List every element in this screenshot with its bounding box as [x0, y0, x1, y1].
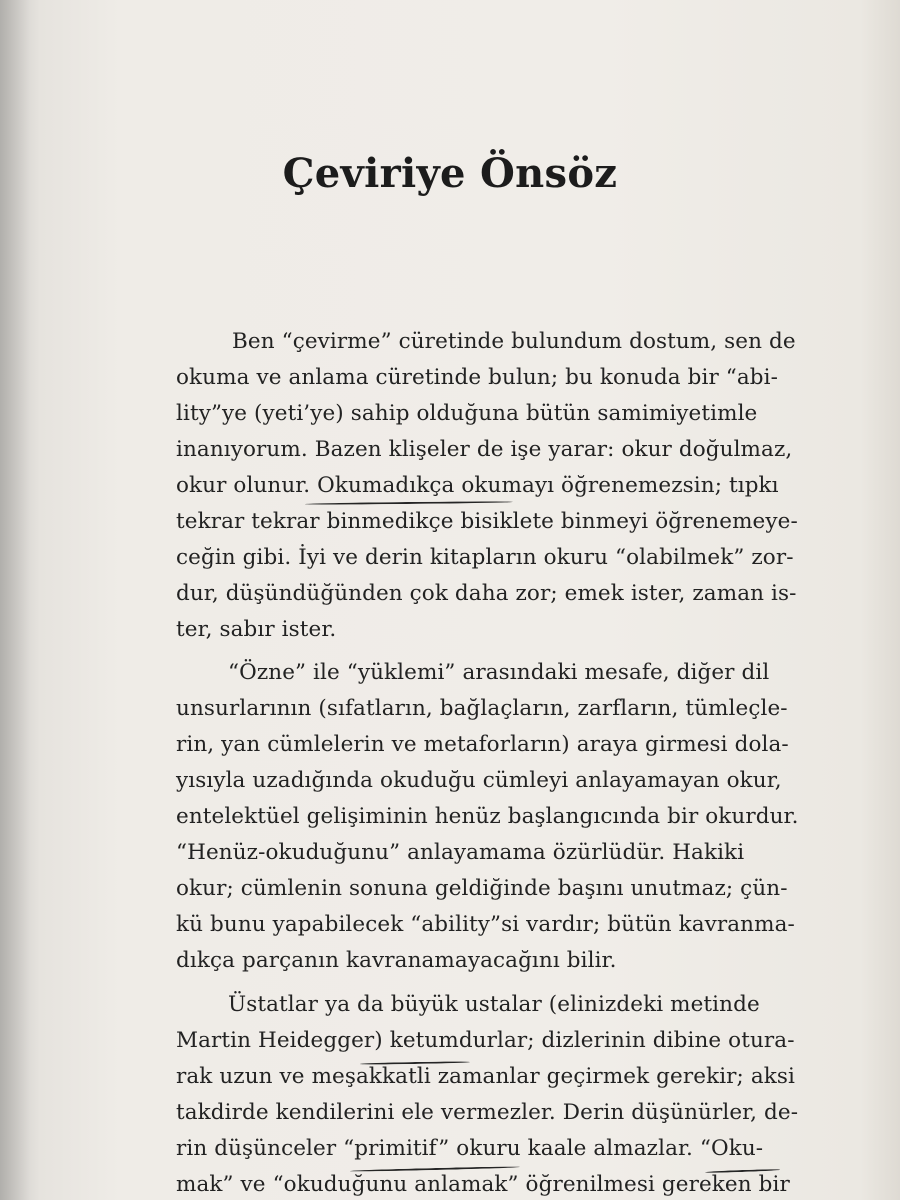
text-line: mak” ve “okuduğunu anlamak” öğrenilmesi gereken bir — [176, 1172, 790, 1197]
text-line: yısıyla uzadığında okuduğu cümleyi anlayamayan okur, — [176, 768, 782, 793]
pen-underline — [305, 501, 513, 505]
text-line: rak uzun ve meşakkatli zamanlar geçirmek gerekir; aksi — [176, 1064, 795, 1089]
text-line: dıkça parçanın kavranamayacağını bilir. — [176, 948, 617, 973]
text-line: takdirde kendilerini ele vermezler. Derin düşünürler, de- — [176, 1100, 799, 1125]
text-line: rin düşünceler “primitif” okuru kaale almazlar. “Oku- — [176, 1136, 764, 1161]
text-line: Ben “çevirme” cüretinde bulundum dostum, sen de — [232, 329, 796, 354]
text-line: dur, düşündüğünden çok daha zor; emek ister, zaman is- — [176, 581, 797, 606]
text-line: ceğin gibi. İyi ve derin kitapların okuru “olabilmek” zor- — [176, 545, 794, 570]
text-line: kü bunu yapabilecek “ability”si vardır; bütün kavranma- — [176, 912, 795, 937]
text-line: okuma ve anlama cüretinde bulun; bu konuda bir “abi- — [176, 365, 778, 390]
text-line: Üstatlar ya da büyük ustalar (elinizdeki metinde — [228, 992, 760, 1017]
text-line: okur olunur. Okumadıkça okumayı öğrenemezsin; tıpkı — [176, 473, 779, 498]
text-line: okur; cümlenin sonuna geldiğinde başını unutmaz; çün- — [176, 876, 788, 901]
text-line: lity”ye (yeti’ye) sahip olduğuna bütün samimiyetimle — [176, 401, 758, 426]
page-title: Çeviriye Önsöz — [282, 150, 618, 197]
text-line: entelektüel gelişiminin henüz başlangıcında bir okurdur. — [176, 804, 799, 829]
text-line: “Özne” ile “yüklemi” arasındaki mesafe, diğer dil — [228, 660, 770, 685]
text-line: rin, yan cümlelerin ve metaforların) araya girmesi dola- — [176, 732, 789, 757]
text-line: inanıyorum. Bazen klişeler de işe yarar: okur doğulmaz, — [176, 437, 793, 462]
text-line: tekrar tekrar binmedikçe bisiklete binmeyi öğrenemeye- — [176, 509, 798, 534]
text-line: ter, sabır ister. — [176, 617, 337, 642]
text-line: unsurlarının (sıfatların, bağlaçların, zarfların, tümleçle- — [176, 696, 788, 721]
text-line: “Henüz-okuduğunu” anlayamama özürlüdür. Hakiki — [176, 840, 745, 865]
text-line: Martin Heidegger) ketumdurlar; dizlerinin dibine otura- — [176, 1028, 795, 1053]
